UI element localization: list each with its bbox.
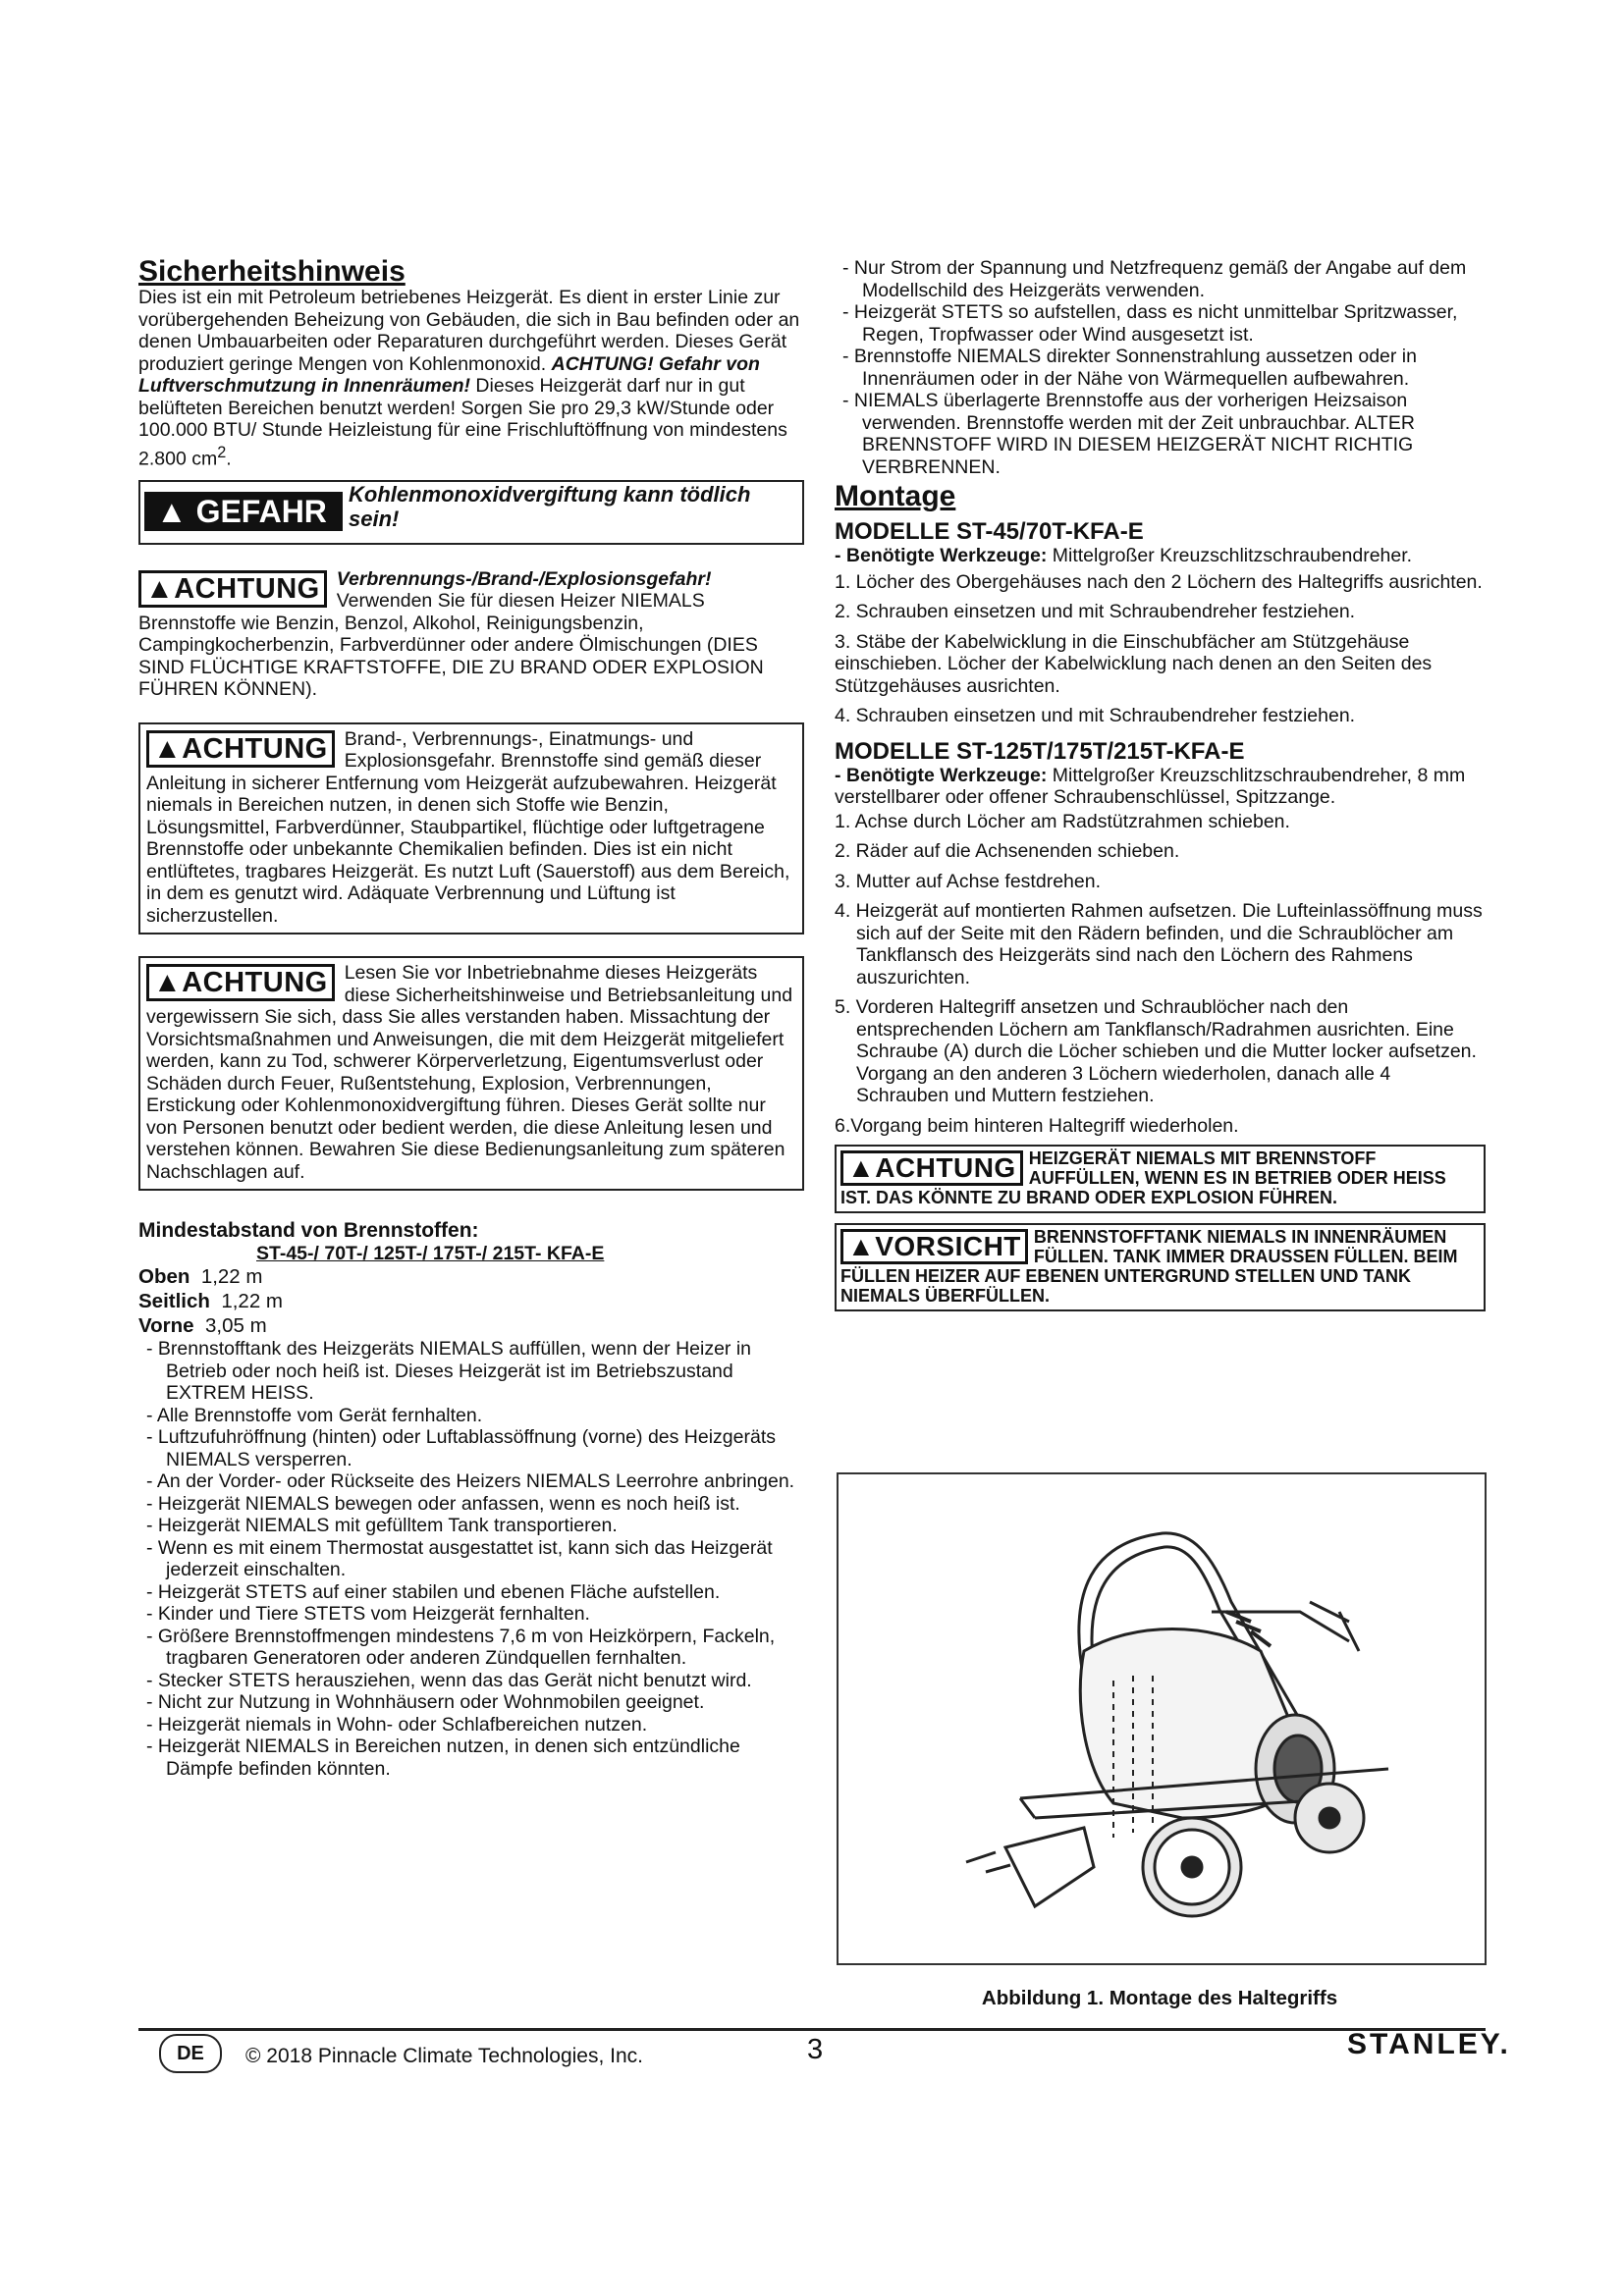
intro-end: .: [226, 448, 232, 469]
achtung-badge: ▲ACHTUNG: [138, 570, 327, 608]
intro-text-rest: Dieses Heizgerät darf nur in gut belüfteten Bereichen benutzt werden! Sorgen Sie pro 29,3 kW/Stunde oder 100.000 BTU/ Stunde Heizleistung für eine Frischluftöffnung von mindestens 2.800 cm: [138, 375, 787, 469]
list-item: - Stecker STETS herausziehen, wenn das das Gerät nicht benutzt wird.: [146, 1669, 752, 1691]
list-item: 6.Vorgang beim hinteren Haltegriff wiederholen.: [835, 1114, 1239, 1137]
list-item: 2. Schrauben einsetzen und mit Schraubendreher festziehen.: [835, 601, 1356, 622]
distance-label: Vorne: [138, 1314, 194, 1337]
section-title-montage: Montage: [835, 480, 956, 512]
warning-text: Lesen Sie vor Inbetriebnahme dieses Heizgeräts diese Sicherheitshinweise und Betriebsanleitung und vergewissern Sie sich, dass Sie alles verstanden haben. Missachtung der Vorsichtsmaßnahmen und Anweisungen, die mit dem Heizgerät mitgeliefert werden, kann zu Tod, schwerer Körperverletzung, Eigentumsverlust oder Schäden durch Feuer, Rußentstehung, Explosion, Verbrennungen, Erstickung oder Kohlenmonoxidvergiftung führen. Dieses Gerät sollte nur von Personen benutzt oder bedient werden, die diese Anleitung lesen und verstehen können. Bewahren Sie diese Bedienungsanleitung zum späteren Nachschlagen auf.: [146, 962, 793, 1183]
list-item: - Größere Brennstoffmengen mindestens 7,6 m von Heizkörpern, Fackeln, tragbaren Generatoren oder anderen Zündquellen fernhalten.: [146, 1625, 776, 1669]
list-item: - Wenn es mit einem Thermostat ausgestattet ist, kann sich das Heizgerät jederzeit einschalten.: [146, 1536, 773, 1580]
warning-text: BRENNSTOFFTANK NIEMALS IN INNENRÄUMEN FÜLLEN. TANK IMMER DRAUSSEN FÜLLEN. BEIM FÜLLEN HEIZER AUF EBENEN UNTERGRUND STELLEN UND TANK NIEMALS ÜBERFÜLLEN.: [840, 1227, 1458, 1306]
list-item: - Heizgerät NIEMALS bewegen oder anfassen, wenn es noch heiß ist.: [146, 1492, 740, 1515]
list-item: - Heizgerät niemals in Wohn- oder Schlafbereichen nutzen.: [146, 1713, 648, 1735]
gefahr-text: Kohlenmonoxidvergiftung kann tödlich sein!: [349, 481, 751, 531]
tools-label: - Benötigte Werkzeuge:: [835, 764, 1048, 786]
list-item: - An der Vorder- oder Rückseite des Heizers NIEMALS Leerrohre anbringen.: [146, 1470, 795, 1492]
distance-section: [138, 1218, 804, 1338]
tools-label: - Benötigte Werkzeuge:: [835, 545, 1048, 566]
list-item: - Heizgerät STETS so aufstellen, dass es nicht unmittelbar Spritzwasser, Regen, Tropfwasser oder Wind ausgesetzt ist.: [842, 301, 1458, 346]
achtung-badge: ▲ACHTUNG: [146, 964, 335, 1001]
list-item: - Kinder und Tiere STETS vom Heizgerät fernhalten.: [146, 1603, 590, 1625]
model-heading: MODELLE ST-45/70T-KFA-E: [835, 518, 1144, 545]
copyright-text: © 2018 Pinnacle Climate Technologies, Inc.: [245, 2045, 643, 2067]
vorsicht-badge: ▲VORSICHT: [840, 1229, 1028, 1264]
list-item: - Luftzufuhröffnung (hinten) oder Luftablassöffnung (vorne) des Heizgeräts NIEMALS versperren.: [146, 1426, 777, 1470]
section-title-safety: Sicherheitshinweis: [138, 255, 406, 288]
warning-burn-explosion: [138, 568, 804, 701]
list-item: - Heizgerät NIEMALS mit gefülltem Tank transportieren.: [146, 1515, 618, 1536]
list-item: - Brennstofftank des Heizgeräts NIEMALS auffüllen, wenn der Heizer in Betrieb oder noch heiß ist. Dieses Heizgerät ist im Betriebszustand EXTREM HEISS.: [146, 1338, 752, 1404]
distance-row-side: [138, 1289, 804, 1313]
list-item: - Heizgerät STETS auf einer stabilen und ebenen Fläche aufstellen.: [146, 1580, 721, 1603]
steps-list: [835, 811, 1486, 1138]
list-item: 4. Heizgerät auf montierten Rahmen aufsetzen. Die Lufteinlassöffnung muss sich auf der Seite mit den Rädern befinden, und die Schraublöcher am Tankflansch des Heizgeräts sind nach den Löchern des Rahmens auszurichten.: [835, 900, 1483, 988]
language-badge: DE: [159, 2034, 222, 2073]
warning-fuel-storage: [138, 722, 804, 935]
figure-caption: Abbildung 1. Montage des Haltegriffs: [981, 1987, 1338, 2009]
tools-line: [835, 545, 1486, 567]
warning-refuel-hot: [835, 1145, 1486, 1213]
distance-row-top: [138, 1264, 804, 1289]
gefahr-badge: ▲ GEFAHR: [144, 492, 343, 531]
warning-read-manual: [138, 956, 804, 1191]
distance-models: ST-45-/ 70T-/ 125T-/ 175T-/ 215T- KFA-E: [256, 1243, 605, 1264]
list-item: 4. Schrauben einsetzen und mit Schraubendreher festziehen.: [835, 705, 1356, 726]
warning-text: HEIZGERÄT NIEMALS MIT BRENNSTOFF AUFFÜLLEN, WENN ES IN BETRIEB ODER HEISS IST. DAS KÖNNTE ZU BRAND ODER EXPLOSION FÜHREN.: [840, 1148, 1446, 1207]
tools-text: Mittelgroßer Kreuzschlitzschraubendreher, 8 mm verstellbarer oder offener Schraubenschlüssel, Spitzzange.: [835, 764, 1466, 808]
warning-text: Verwenden Sie für diesen Heizer NIEMALS Brennstoffe wie Benzin, Benzol, Alkohol, Reinigungsbenzin, Campingkocherbenzin, Farbverdünner oder andere Ölmischungen (DIES SIND FLÜCHTIGE KRAFTSTOFFE, DIE ZU BRAND ODER EXPLOSION FÜHREN KÖNNEN).: [138, 590, 764, 700]
model-section-2: [835, 739, 1486, 1138]
warning-caution-indoor: [835, 1223, 1486, 1311]
gefahr-box: [138, 480, 804, 545]
safety-intro: [138, 287, 804, 470]
stanley-logo: STANLEY.: [1347, 2028, 1511, 2060]
list-item: - NIEMALS überlagerte Brennstoffe aus der vorherigen Heizsaison verwenden. Brennstoffe werden mit der Zeit unbrauchbar. ALTER BRENNSTOFF WIRD IN DIESEM HEIZGERÄT NICHT RICHTIG VERBRENNEN.: [842, 390, 1415, 478]
intro-text: Dies ist ein mit Petroleum betriebenes Heizgerät. Es dient in erster Linie zur vorübergehenden Beheizung von Gebäuden, die sich in Bau befinden oder an denen Umbauarbeiten oder Reparaturen durchgeführt werden. Dieses Gerät produziert geringe Mengen von Kohlenmonoxid.: [138, 287, 800, 375]
list-item: - Nicht zur Nutzung in Wohnhäusern oder Wohnmobilen geeignet.: [146, 1691, 705, 1713]
heater-assembly-illustration: [839, 1474, 1485, 1963]
left-column: [138, 257, 804, 1780]
list-item: 3. Mutter auf Achse festdrehen.: [835, 870, 1101, 892]
list-item: 1. Achse durch Löcher am Radstützrahmen schieben.: [835, 810, 1290, 832]
distance-value: 3,05 m: [204, 1314, 267, 1337]
list-item: 1. Löcher des Obergehäuses nach den 2 Löchern des Haltegriffs ausrichten.: [835, 570, 1483, 593]
steps-list: [835, 571, 1486, 727]
warning-lead: Verbrennungs-/Brand-/Explosionsgefahr!: [336, 567, 712, 590]
tools-line: [835, 765, 1486, 809]
list-item: - Brennstoffe NIEMALS direkter Sonnenstrahlung aussetzen oder in Innenräumen oder in der Nähe von Wärmequellen aufbewahren.: [842, 346, 1417, 390]
distance-label: Oben: [138, 1265, 190, 1288]
list-item: - Nur Strom der Spannung und Netzfrequenz gemäß der Angabe auf dem Modellschild des Heizgeräts verwenden.: [842, 257, 1467, 301]
achtung-badge: ▲ACHTUNG: [840, 1150, 1023, 1186]
distance-label: Seitlich: [138, 1290, 210, 1312]
list-item: 3. Stäbe der Kabelwicklung in die Einschubfächer am Stützgehäuse einschieben. Löcher der Kabelwicklung nach denen an den Seiten des Stützgehäuses ausrichten.: [835, 630, 1433, 697]
list-item: - Heizgerät NIEMALS in Bereichen nutzen, in denen sich entzündliche Dämpfe befinden könnten.: [146, 1735, 740, 1780]
distance-row-front: [138, 1313, 804, 1338]
assembly-figure: [837, 1472, 1487, 1965]
intro-superscript: 2: [217, 443, 227, 461]
safety-bullet-list: [138, 1338, 804, 1780]
distance-value: 1,22 m: [221, 1290, 283, 1312]
tools-text: Mittelgroßer Kreuzschlitzschraubendreher.: [1047, 545, 1413, 566]
distance-heading: Mindestabstand von Brennstoffen:: [138, 1219, 479, 1242]
footer-divider: [138, 2028, 1486, 2031]
right-column: [835, 257, 1486, 1311]
power-bullet-list: [835, 257, 1486, 478]
distance-value: 1,22 m: [200, 1265, 263, 1288]
model-section-1: [835, 519, 1486, 727]
achtung-badge: ▲ACHTUNG: [146, 730, 335, 768]
page-number: 3: [807, 2034, 824, 2065]
list-item: 2. Räder auf die Achsenenden schieben.: [835, 840, 1180, 862]
model-heading: MODELLE ST-125T/175T/215T-KFA-E: [835, 737, 1245, 765]
intro-bold-warning: ACHTUNG! Gefahr von Luftverschmutzung in Innenräumen!: [138, 352, 760, 397]
list-item: - Alle Brennstoffe vom Gerät fernhalten.: [146, 1404, 483, 1426]
list-item: 5. Vorderen Haltegriff ansetzen und Schraublöcher nach den entsprechenden Löchern am Tankflansch/Radrahmen ausrichten. Eine Schraube (A) durch die Löcher schieben und die Mutter locker aufsetzen. Vorgang an den anderen 3 Löchern wiederholen, danach alle 4 Schrauben und Muttern festziehen.: [835, 996, 1477, 1106]
warning-text: Brand-, Verbrennungs-, Einatmungs- und Explosionsgefahr. Brennstoffe sind gemäß dieser Anleitung in sicherer Entfernung vom Heizgerät aufzubewahren. Heizgerät niemals in Bereichen nutzen, in denen sich Stoffe wie Benzin, Lösungsmittel, Farbverdünner, Staubpartikel, flüchtige oder luftgetragene Brennstoffe oder unbekannte Chemikalien befinden. Dies ist ein nicht entlüftetes, tragbares Heizgerät. Es nutzt Luft (Sauerstoff) aus dem Bereich, in dem es genutzt wird. Adäquate Verbrennung und Lüftung ist sicherzustellen.: [146, 727, 790, 927]
